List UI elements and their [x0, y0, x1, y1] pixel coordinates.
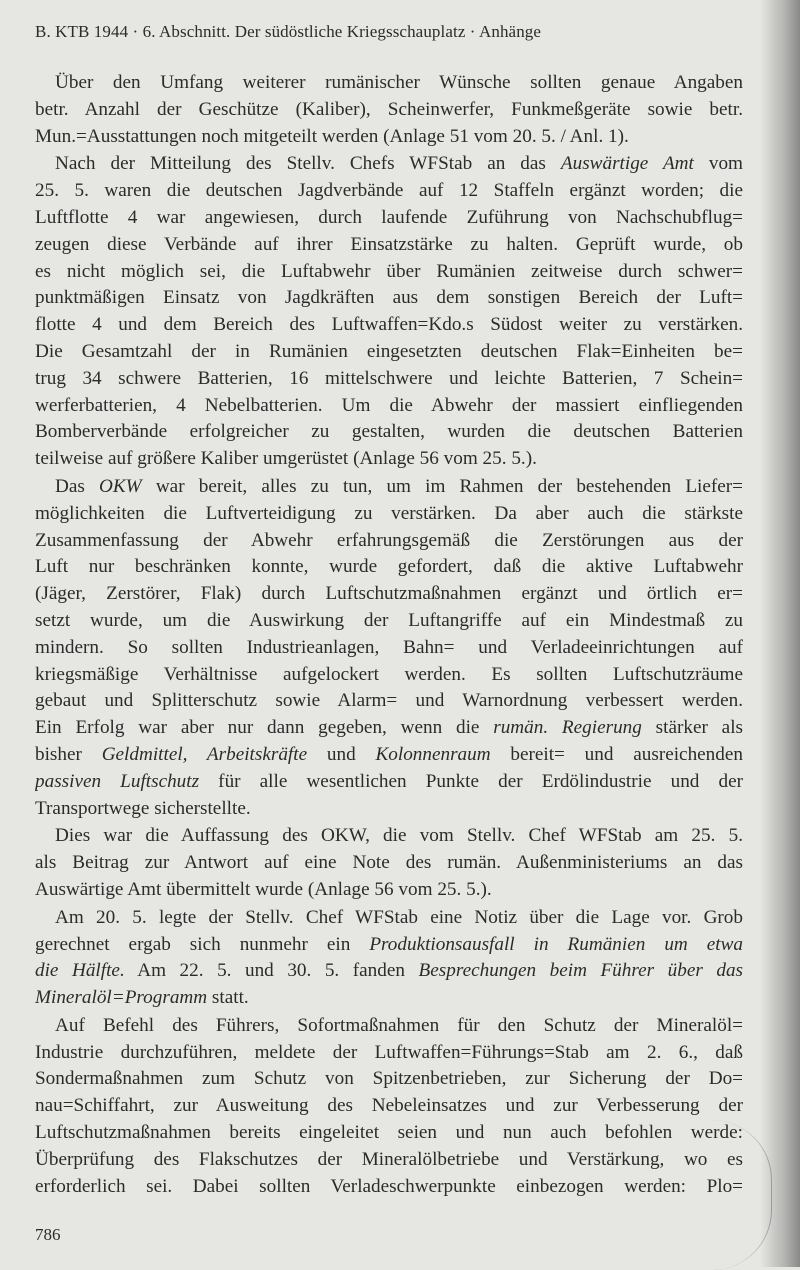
text-segment: Transportwege sicherstellte. [35, 797, 251, 819]
text-segment: Mun.=Ausstattungen noch mitgeteilt werden (Anlage 51 vom 20. 5. / Anl. 1). [35, 125, 629, 147]
italic-text: Auswärtige Amt [560, 153, 694, 175]
text-segment: teilweise auf größere Kaliber umgerüstet (Anlage 56 vom 25. 5.). [35, 448, 537, 470]
text-segment: und [307, 743, 376, 765]
text-segment: stärker als [641, 717, 743, 739]
text-line [35, 446, 743, 473]
text-segment: Das [55, 475, 100, 497]
page-edge-shadow [760, 0, 800, 1267]
italic-text: die Hälfte. [35, 960, 125, 982]
text-segment: bisher [35, 743, 102, 765]
text-segment: Zusammenfassung der Abwehr erfahrungsgemäß die Zerstörungen aus der [35, 529, 743, 551]
text-line [35, 312, 743, 339]
text-segment: Bomberverbände erfolgreicher zu gestalten, wurden die deutschen Batterien [35, 421, 743, 443]
text-segment: war bereit, alles zu tun, um im Rahmen der bestehenden Liefer= [141, 475, 743, 497]
text-segment: mindern. So sollten Industrieanlagen, Bahn= und Verladeeinrichtungen auf [35, 636, 743, 658]
text-line [35, 985, 743, 1012]
italic-text: Kolonnenraum [375, 743, 491, 765]
text-line [35, 151, 743, 178]
text-line [35, 635, 743, 662]
text-line [35, 393, 743, 420]
text-line [35, 608, 743, 635]
text-segment: 25. 5. waren die deutschen Jagdverbände auf 12 Staffeln ergänzt worden; die [35, 180, 743, 202]
text-segment: Auswärtige Amt übermittelt wurde (Anlage 56 vom 25. 5.). [35, 878, 492, 900]
text-line [35, 124, 743, 151]
paragraph [35, 70, 743, 150]
text-line [35, 850, 743, 877]
text-line [35, 688, 743, 715]
text-line [35, 528, 743, 555]
text-segment: Auf Befehl des Führers, Sofortmaßnahmen für den Schutz der Mineralöl= [55, 1014, 743, 1036]
text-segment: Sondermaßnahmen zum Schutz von Spitzenbetrieben, zur Sicherung der Do= [35, 1068, 743, 1090]
text-segment: flotte 4 und dem Bereich des Luftwaffen=Kdo.s Südost weiter zu verstärken. [35, 314, 743, 336]
text-segment: Nach der Mitteilung des Stellv. Chefs WFStab an das [55, 153, 561, 175]
text-segment: gebaut und Splitterschutz sowie Alarm= und Warnordnung verbessert werden. [35, 690, 743, 712]
paragraph [35, 823, 743, 903]
text-segment: setzt wurde, um die Auswirkung der Luftangriffe auf ein Mindestmaß zu [35, 609, 743, 631]
page-number: 786 [35, 1225, 61, 1244]
text-line [35, 1120, 743, 1147]
text-body [35, 70, 743, 1201]
text-line [35, 796, 743, 823]
paragraph [35, 905, 743, 1012]
text-segment: möglichkeiten die Luftverteidigung zu verstärken. Da aber auch die stärkste [35, 502, 743, 524]
text-line [35, 1066, 743, 1093]
text-segment: punktmäßigen Einsatz von Jagdkräften aus dem sonstigen Bereich der Luft= [35, 287, 743, 309]
text-line [35, 205, 743, 232]
text-line [35, 419, 743, 446]
text-segment: Am 22. 5. und 30. 5. fanden [124, 960, 419, 982]
text-line [35, 877, 743, 904]
text-line [35, 232, 743, 259]
paragraph [35, 474, 743, 822]
text-line [35, 474, 743, 501]
text-line [35, 178, 743, 205]
text-segment: Dies war die Auffassung des OKW, die vom Stellv. Chef WFStab am 25. 5. [55, 825, 743, 847]
italic-text: OKW [99, 475, 142, 497]
text-segment: nau=Schiffahrt, zur Ausweitung des Nebeleinsatzes und zur Verbesserung der [35, 1095, 743, 1117]
text-segment: vom [693, 153, 743, 175]
text-segment: werferbatterien, 4 Nebelbatterien. Um die Abwehr der massiert einfliegenden [35, 394, 743, 416]
italic-text: Besprechungen beim Führer über das [418, 960, 743, 982]
text-segment: Ein Erfolg war aber nur dann gegeben, wenn die [35, 717, 494, 739]
italic-text: Geldmittel, Arbeitskräfte [101, 743, 308, 765]
text-segment: als Beitrag zur Antwort auf eine Note des rumän. Außenministeriums an das [35, 852, 743, 874]
text-line [35, 285, 743, 312]
paragraph [35, 1013, 743, 1201]
text-line [35, 662, 743, 689]
text-segment: (Jäger, Zerstörer, Flak) durch Luftschutzmaßnahmen ergänzt und örtlich er= [35, 583, 743, 605]
text-line [35, 259, 743, 286]
text-line [35, 366, 743, 393]
text-segment: gerechnet ergab sich nunmehr ein [35, 933, 370, 955]
paragraph [35, 151, 743, 473]
text-line [35, 1040, 743, 1067]
text-segment: Die Gesamtzahl der in Rumänien eingesetzten deutschen Flak=Einheiten be= [35, 340, 743, 362]
text-line [35, 1174, 743, 1201]
italic-text: Mineralöl=Programm [35, 987, 208, 1009]
text-segment: es nicht möglich sei, die Luftabwehr über Rumänien zeitweise durch schwer= [35, 260, 743, 282]
text-line [35, 932, 743, 959]
text-line [35, 97, 743, 124]
text-segment: Industrie durchzuführen, meldete der Luftwaffen=Führungs=Stab am 2. 6., daß [35, 1041, 743, 1063]
text-segment: kriegsmäßige Verhältnisse aufgelockert werden. Es sollten Luftschutzräume [35, 663, 743, 685]
text-segment: für alle wesentlichen Punkte der Erdölindustrie und der [199, 770, 743, 792]
text-line [35, 1093, 743, 1120]
text-segment: Über den Umfang weiterer rumänischer Wünsche sollten genaue Angaben [55, 72, 743, 93]
text-segment: Luftflotte 4 war angewiesen, durch laufende Zuführung von Nachschubflug= [35, 206, 743, 228]
italic-text: Produktionsausfall in Rumänien um etwa [369, 933, 743, 955]
text-segment: bereit= und ausreichenden [490, 743, 743, 765]
text-line [35, 742, 743, 769]
text-line [35, 905, 743, 932]
text-line [35, 1013, 743, 1040]
text-segment: Luftschutzmaßnahmen bereits eingeleitet seien und nun auch befohlen werde: [35, 1122, 743, 1144]
text-segment: Überprüfung des Flakschutzes der Mineralölbetriebe und Verstärkung, wo es [35, 1148, 743, 1170]
text-segment: erforderlich sei. Dabei sollten Verladeschwerpunkte einbezogen werden: Plo= [35, 1175, 743, 1197]
italic-text: rumän. Regierung [493, 717, 642, 739]
running-head: B. KTB 1944 · 6. Abschnitt. Der südöstliche Kriegsschauplatz · Anhänge [35, 22, 542, 41]
text-line [35, 581, 743, 608]
text-line [35, 554, 743, 581]
text-line [35, 501, 743, 528]
text-line [35, 958, 743, 985]
text-line [35, 769, 743, 796]
text-segment: zeugen diese Verbände auf ihrer Einsatzstärke zu halten. Geprüft wurde, ob [35, 233, 743, 255]
text-segment: Am 20. 5. legte der Stellv. Chef WFStab eine Notiz über die Lage vor. Grob [55, 906, 743, 928]
text-line [35, 823, 743, 850]
text-segment: betr. Anzahl der Geschütze (Kaliber), Scheinwerfer, Funkmeßgeräte sowie betr. [35, 98, 743, 120]
text-line [35, 1147, 743, 1174]
italic-text: passiven Luftschutz [35, 770, 200, 792]
text-line [35, 715, 743, 742]
text-line [35, 70, 743, 97]
text-line [35, 339, 743, 366]
text-segment: trug 34 schwere Batterien, 16 mittelschwere und leichte Batterien, 7 Schein= [35, 367, 743, 389]
text-segment: statt. [207, 987, 249, 1009]
text-segment: Luft nur beschränken konnte, wurde gefordert, daß die aktive Luftabwehr [35, 556, 743, 578]
